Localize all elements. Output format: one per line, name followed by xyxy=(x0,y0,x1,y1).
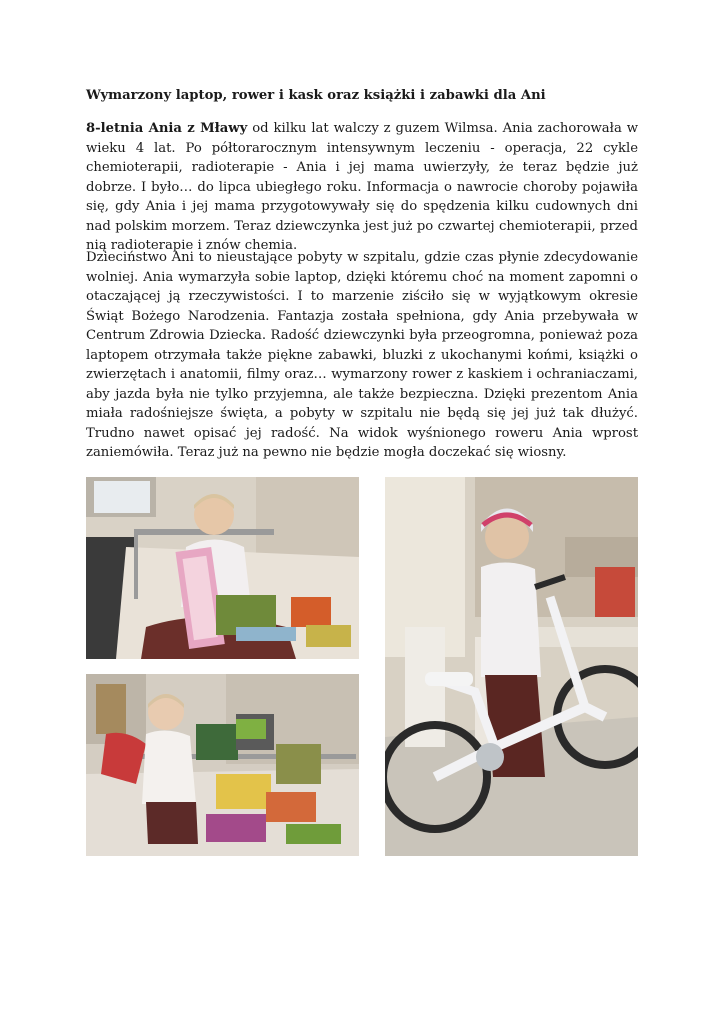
photo-girl-with-books xyxy=(86,674,359,856)
photo-girl-with-doll xyxy=(86,477,359,659)
intro-lead: 8-letnia Ania z Mławy xyxy=(86,121,248,136)
intro-text: od kilku lat walczy z guzem Wilmsa. Ania zachorowała w wieku 4 lat. Po półtorarocznym intensywnym leczeniu - operacja, 22 cykle chemioterapii, radioterapie - Ania i jej mama uwierzyły, że teraz będzie już dobrze. I było… do lipca ubiegłego roku. Informacja o nawrocie choroby pojawiła się, gdy Ania i jej mama przygotowywały się do spędzenia kilku cudownych dni nad polskim morzem. Teraz dziewczynka jest już po czwartej chemioterapii, przed nią radioterapie i znów chemia. xyxy=(86,121,639,253)
paragraph-intro xyxy=(86,119,638,256)
document-title: Wymarzony laptop, rower i kask oraz książki i zabawki dla Ani xyxy=(86,88,546,103)
photo-girl-with-bike xyxy=(385,477,638,856)
paragraph-story: Dzieciństwo Ani to nieustające pobyty w szpitalu, gdzie czas płynie zdecydowanie wolniej. Ania wymarzyła sobie laptop, dzięki któremu choć na moment zapomni o otaczającej ją rzeczywistości. I to marzenie ziściło się w wyjątkowym okresie Świąt Bożego Narodzenia. Fantazja została spełniona, gdy Ania przebywała w Centrum Zdrowia Dziecka. Radość dziewczynki była przeogromna, ponieważ poza laptopem otrzymała także piękne zabawki, bluzki z ukochanymi końmi, książki o zwierzętach i anatomii, filmy oraz… wymarzony rower z kaskiem i ochraniaczami, aby jazda była nie tylko przyjemna, ale także bezpieczna. Dzięki prezentom Ania miała radośniejsze święta, a pobyty w szpitalu nie będą się jej już tak dłużyć. Trudno nawet opisać jej radość. Na widok wyśnionego roweru Ania wprost zaniemówiła. Teraz już na pewno nie będzie mogła doczekać się wiosny. xyxy=(86,250,638,460)
